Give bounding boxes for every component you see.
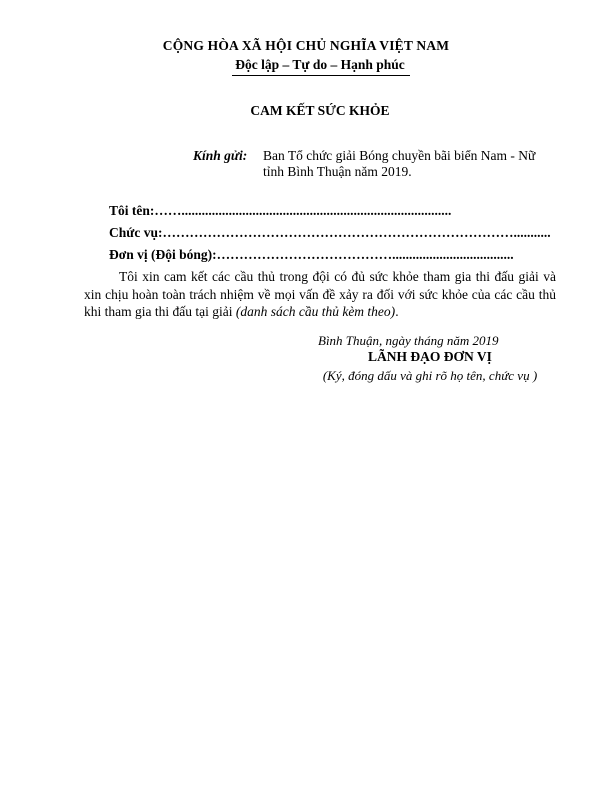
unit-field: Đơn vị (Đội bóng):…………………………………....................................: [109, 247, 514, 262]
signature-note: (Ký, đóng dấu và ghi rõ họ tên, chức vụ ): [322, 368, 538, 383]
commitment-text: Tôi xin cam kết các cầu thủ trong đội có đủ sức khỏe tham gia thi đấu giải và xin chịu hoàn toàn trách nhiệm về mọi vấn đề xảy ra đối với sức khỏe của các cầu thủ khi tham gia thi đấu tại giải: [84, 269, 556, 319]
recipient-label: Kính gửi:: [193, 148, 248, 163]
name-field: Tôi tên:……................................................................................: [109, 203, 452, 218]
commitment-attachment-note: (danh sách cầu thủ kèm theo): [235, 304, 396, 319]
signature-title: LÃNH ĐẠO ĐƠN VỊ: [368, 349, 492, 364]
national-name: CỘNG HÒA XÃ HỘI CHỦ NGHĨA VIỆT NAM: [162, 38, 450, 53]
national-motto: Độc lập – Tự do – Hạnh phúc: [235, 57, 405, 72]
document-title: CAM KẾT SỨC KHỎE: [250, 103, 390, 118]
motto-underline: [232, 75, 410, 76]
recipient-text: Ban Tổ chức giải Bóng chuyền bãi biển Nam - Nữ tỉnh Bình Thuận năm 2019.: [263, 148, 536, 179]
commitment-paragraph: [84, 268, 556, 321]
signature-date-line: Bình Thuận, ngày tháng năm 2019: [318, 333, 499, 348]
position-field: Chức vụ:……………………………………………………………………...........: [109, 225, 551, 240]
commitment-end: .: [395, 304, 399, 319]
